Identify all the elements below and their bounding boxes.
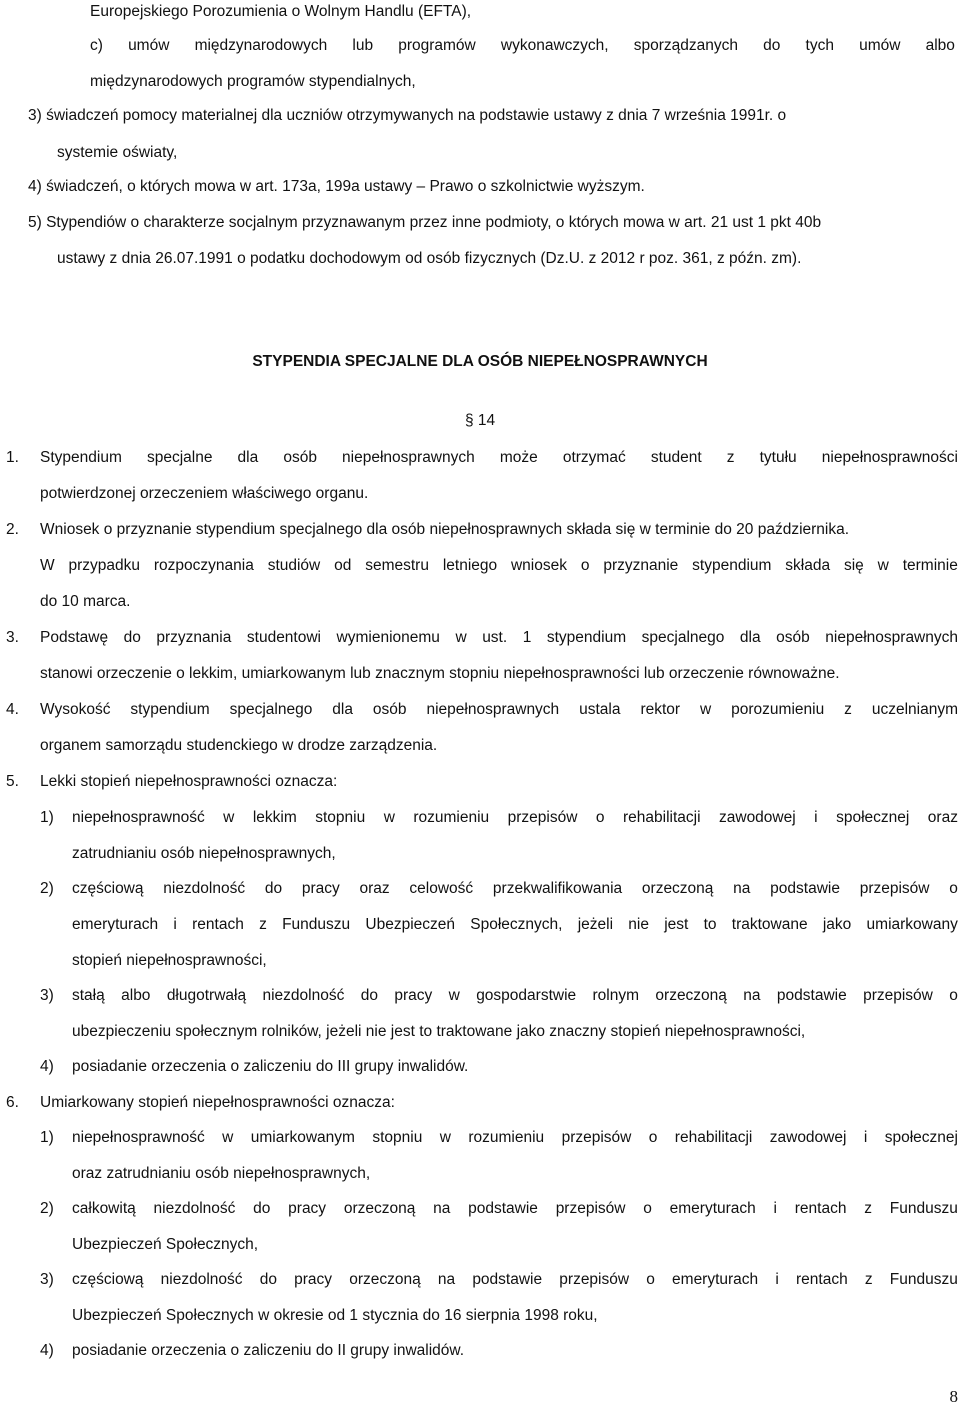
list-number: 1): [40, 809, 54, 826]
list-item-line: posiadanie orzeczenia o zaliczeniu do II grupy inwalidów.: [72, 1342, 465, 1359]
list-item-line: organem samorządu studenckiego w drodze zarządzenia.: [40, 737, 438, 754]
list-number: 2.: [6, 521, 19, 538]
list-number: 3.: [6, 629, 19, 646]
list-item-line: stopień niepełnosprawności,: [72, 952, 267, 969]
list-item-line: Stypendium specjalne dla osób niepełnosprawnych może otrzymać student z tytułu niepełnosprawności: [40, 449, 958, 466]
list-item-line: Wysokość stypendium specjalnego dla osób niepełnosprawnych ustala rektor w porozumieniu z uczelnianym: [40, 701, 958, 718]
list-item-line: oraz zatrudnianiu osób niepełnosprawnych,: [72, 1165, 371, 1182]
list-item-line: stałą albo długotrwałą niezdolność do pracy w gospodarstwie rolnym orzeczoną na podstawie przepisów o: [72, 987, 958, 1004]
intro-line: c) umów międzynarodowych lub programów wykonawczych, sporządzanych do tych umów albo: [90, 37, 955, 54]
intro-line: 4) świadczeń, o których mowa w art. 173a, 199a ustawy – Prawo o szkolnictwie wyższym.: [28, 178, 645, 195]
list-item-line: niepełnosprawność w umiarkowanym stopniu w rozumieniu przepisów o rehabilitacji zawodowej i społecznej: [72, 1129, 958, 1146]
list-item-line: Umiarkowany stopień niepełnosprawności oznacza:: [40, 1094, 395, 1111]
list-number: 2): [40, 1200, 54, 1217]
list-item-line: do 10 marca.: [40, 593, 131, 610]
list-item-line: całkowitą niezdolność do pracy orzeczoną na podstawie przepisów o emeryturach i rentach z Funduszu: [72, 1200, 958, 1217]
list-item-line: Podstawę do przyznania studentowi wymienionemu w ust. 1 stypendium specjalnego dla osób niepełnosprawnych: [40, 629, 958, 646]
list-item-line: niepełnosprawność w lekkim stopniu w rozumieniu przepisów o rehabilitacji zawodowej i społecznej oraz: [72, 809, 958, 826]
list-item-line: Ubezpieczeń Społecznych,: [72, 1236, 259, 1253]
page-number: 8: [949, 1387, 958, 1406]
list-number: 6.: [6, 1094, 19, 1111]
list-number: 5.: [6, 773, 19, 790]
list-item-line: stanowi orzeczenie o lekkim, umiarkowanym lub znacznym stopniu niepełnosprawności lub orzeczenie równoważne.: [40, 665, 840, 682]
list-item-line: Ubezpieczeń Społecznych w okresie od 1 stycznia do 16 sierpnia 1998 roku,: [72, 1307, 598, 1324]
list-number: 3): [40, 1271, 54, 1288]
section-heading: STYPENDIA SPECJALNE DLA OSÓB NIEPEŁNOSPRAWNYCH: [252, 353, 708, 370]
list-item-line: W przypadku rozpoczynania studiów od semestru letniego wniosek o przyznanie stypendium składa się w terminie: [40, 557, 958, 574]
list-number: 4): [40, 1058, 54, 1075]
list-item-line: częściową niezdolność do pracy oraz celowość przekwalifikowania orzeczoną na podstawie przepisów o: [72, 880, 958, 897]
list-item-line: ubezpieczeniu społecznym rolników, jeżeli nie jest to traktowane jako znaczny stopień niepełnosprawności,: [72, 1023, 806, 1040]
list-item-line: posiadanie orzeczenia o zaliczeniu do III grupy inwalidów.: [72, 1058, 469, 1075]
list-number: 1): [40, 1129, 54, 1146]
intro-line: międzynarodowych programów stypendialnych,: [90, 73, 416, 90]
list-number: 1.: [6, 449, 19, 466]
intro-line: systemie oświaty,: [57, 144, 178, 161]
list-number: 4.: [6, 701, 19, 718]
list-item-line: Lekki stopień niepełnosprawności oznacza:: [40, 773, 338, 790]
intro-line: 3) świadczeń pomocy materialnej dla uczniów otrzymywanych na podstawie ustawy z dnia 7 września 1991r. o: [28, 107, 787, 124]
list-number: 2): [40, 880, 54, 897]
intro-line: Europejskiego Porozumienia o Wolnym Handlu (EFTA),: [90, 3, 472, 20]
list-item-line: Wniosek o przyznanie stypendium specjalnego dla osób niepełnosprawnych składa się w terminie do 20 października.: [40, 521, 850, 538]
intro-line: 5) Stypendiów o charakterze socjalnym przyznawanym przez inne podmioty, o których mowa w art. 21 ust 1 pkt 40b: [28, 214, 822, 231]
list-number: 3): [40, 987, 54, 1004]
list-item-line: emeryturach i rentach z Funduszu Ubezpieczeń Społecznych, jeżeli nie jest to traktowane jako umiarkowany: [72, 916, 958, 933]
list-number: 4): [40, 1342, 54, 1359]
list-item-line: zatrudnianiu osób niepełnosprawnych,: [72, 845, 336, 862]
list-item-line: potwierdzonej orzeczeniem właściwego organu.: [40, 485, 369, 502]
intro-line: ustawy z dnia 26.07.1991 o podatku dochodowym od osób fizycznych (Dz.U. z 2012 r poz. 361, z późn. zm).: [57, 250, 802, 267]
paragraph-mark: § 14: [465, 412, 496, 429]
list-item-line: częściową niezdolność do pracy orzeczoną na podstawie przepisów o emeryturach i rentach z Funduszu: [72, 1271, 958, 1288]
